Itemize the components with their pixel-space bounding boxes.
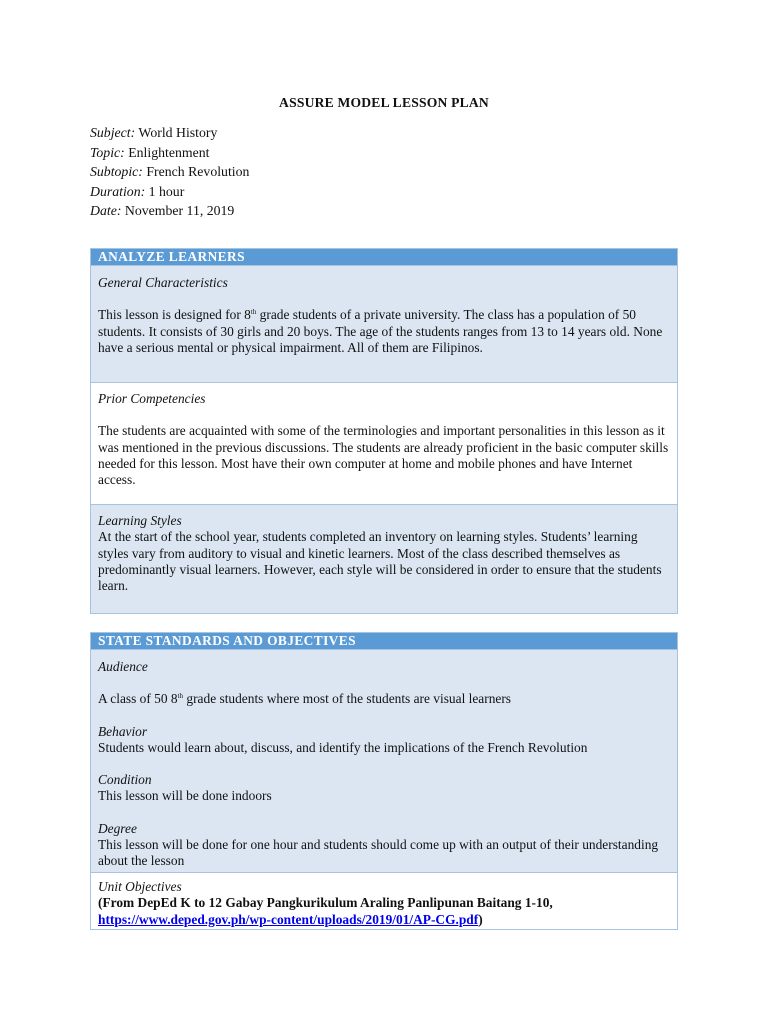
meta-topic: Topic: Enlightenment bbox=[90, 144, 210, 160]
general-characteristics-cell bbox=[91, 266, 678, 383]
learning-styles-text: At the start of the school year, students completed an inventory on learning styles. Students’ learning styles vary from auditory to visual and kinetic learners. Most of the class described themselves as predominantly visual learners. However, each style will be considered in order to ensure that the students learn. bbox=[98, 529, 662, 594]
curriculum-guide-link[interactable]: https://www.deped.gov.ph/wp-content/uploads/2019/01/AP-CG.pdf bbox=[98, 911, 479, 927]
unit-objectives-source: (From DepEd K to 12 Gabay Pangkurikulum Araling Panlipunan Baitang 1-10, bbox=[98, 895, 553, 911]
page-title: ASSURE MODEL LESSON PLAN bbox=[279, 95, 489, 110]
learning-styles-heading: Learning Styles bbox=[98, 513, 182, 528]
meta-subject: Subject: World History bbox=[90, 125, 218, 140]
meta-date: Date: November 11, 2019 bbox=[90, 203, 235, 218]
meta-subtopic: Subtopic: French Revolution bbox=[90, 164, 250, 179]
behavior-heading: Behavior bbox=[98, 723, 148, 739]
standards-detail-cell bbox=[91, 650, 678, 873]
behavior-text: Students would learn about, discuss, and identify the implications of the French Revolution bbox=[98, 739, 588, 755]
unit-objectives-link-line: https://www.deped.gov.ph/wp-content/uploads/2019/01/AP-CG.pdf) bbox=[98, 911, 483, 927]
learning-styles-cell bbox=[91, 505, 678, 614]
degree-heading: Degree bbox=[98, 820, 137, 836]
analyze-learners-header: ANALYZE LEARNERS bbox=[91, 249, 678, 266]
condition-heading: Condition bbox=[98, 772, 152, 788]
unit-objectives-cell bbox=[91, 873, 678, 930]
audience-text: A class of 50 8th grade students where most of the students are visual learners bbox=[98, 691, 512, 707]
analyze-learners-table bbox=[90, 248, 678, 614]
standards-objectives-header: STATE STANDARDS AND OBJECTIVES bbox=[91, 633, 678, 650]
degree-text: This lesson will be done for one hour and students should come up with an output of their understanding about the lesson bbox=[98, 837, 659, 869]
prior-competencies-heading: Prior Competencies bbox=[98, 391, 206, 406]
prior-competencies-cell bbox=[91, 383, 678, 505]
meta-duration: Duration: 1 hour bbox=[90, 183, 185, 199]
standards-objectives-table bbox=[90, 632, 678, 930]
general-characteristics-text: This lesson is designed for 8th grade students of a private university. The class has a population of 50 students. It consists of 30 girls and 20 boys. The age of the students ranges from 13 to 14 years old. None have a serious mental or physical impairment. All of them are Filipinos. bbox=[98, 307, 663, 355]
unit-objectives-heading: Unit Objectives bbox=[98, 879, 182, 894]
lesson-meta bbox=[90, 123, 249, 221]
audience-heading: Audience bbox=[98, 659, 148, 674]
general-characteristics-heading: General Characteristics bbox=[98, 275, 228, 290]
condition-text: This lesson will be done indoors bbox=[98, 788, 272, 804]
prior-competencies-text: The students are acquainted with some of the terminologies and important personalities in this lesson as it was mentioned in the previous discussions. The students are already proficient in the basic computer skills needed for this lesson. Most have their own computer at home and mobile phones and have Internet access. bbox=[98, 423, 669, 488]
